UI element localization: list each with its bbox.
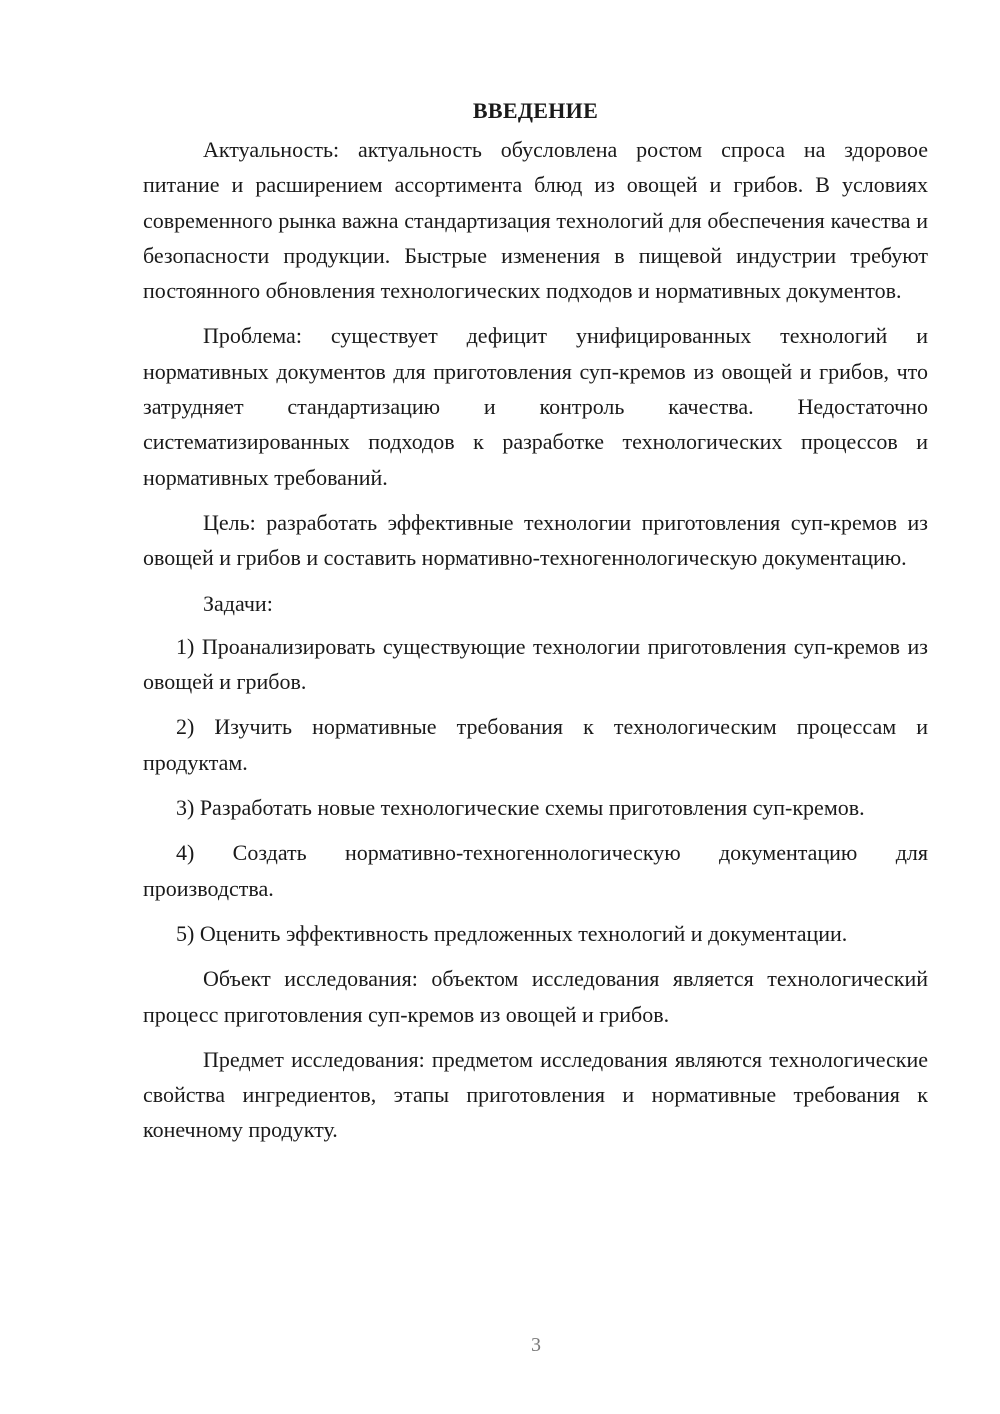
section-heading: ВВЕДЕНИЕ [472,98,599,123]
task-item: 2) Изучить нормативные требования к технологическим процессам и продуктам. [143,714,928,775]
task-item: 1) Проанализировать существующие технологии приготовления суп-кремов из овощей и грибов. [143,633,928,695]
subject-paragraph: Предмет исследования: предметом исследования являются технологические свойства ингредиентов, этапы приготовления и нормативные требования к конечному продукту. [143,1046,928,1143]
relevance-paragraph: Актуальность: актуальность обусловлена ростом спроса на здоровое питание и расширением ассортимента блюд из овощей и грибов. В условиях современного рынка важна стандартизация технологий для обеспечения качества и безопасности продукции. Быстрые изменения в пищевой индустрии требуют постоянного обновления технологических подходов и нормативных документов. [143,137,928,304]
document-page [143,96,928,1158]
problem-paragraph: Проблема: существует дефицит унифицированных технологий и нормативных документов для приготовления суп-кремов из овощей и грибов, что затрудняет стандартизацию и контроль качества. Недостаточно систематизированных подходов к разработке технологических процессов и нормативных требований. [143,323,928,490]
object-paragraph: Объект исследования: объектом исследования является технологический процесс приготовления суп-кремов из овощей и грибов. [143,966,928,1027]
tasks-label: Задачи: [203,590,273,616]
tasks-list [143,629,928,951]
task-item: 3) Разработать новые технологические схемы приготовления суп-кремов. [176,795,865,821]
task-item: 4) Создать нормативно-техногеннологическую документацию для производства. [143,840,928,901]
page-number: 3 [531,1334,541,1356]
goal-paragraph: Цель: разработать эффективные технологии приготовления суп-кремов из овощей и грибов и составить нормативно-техногеннологическую документацию. [143,509,928,571]
task-item: 5) Оценить эффективность предложенных технологий и документации. [176,920,848,946]
